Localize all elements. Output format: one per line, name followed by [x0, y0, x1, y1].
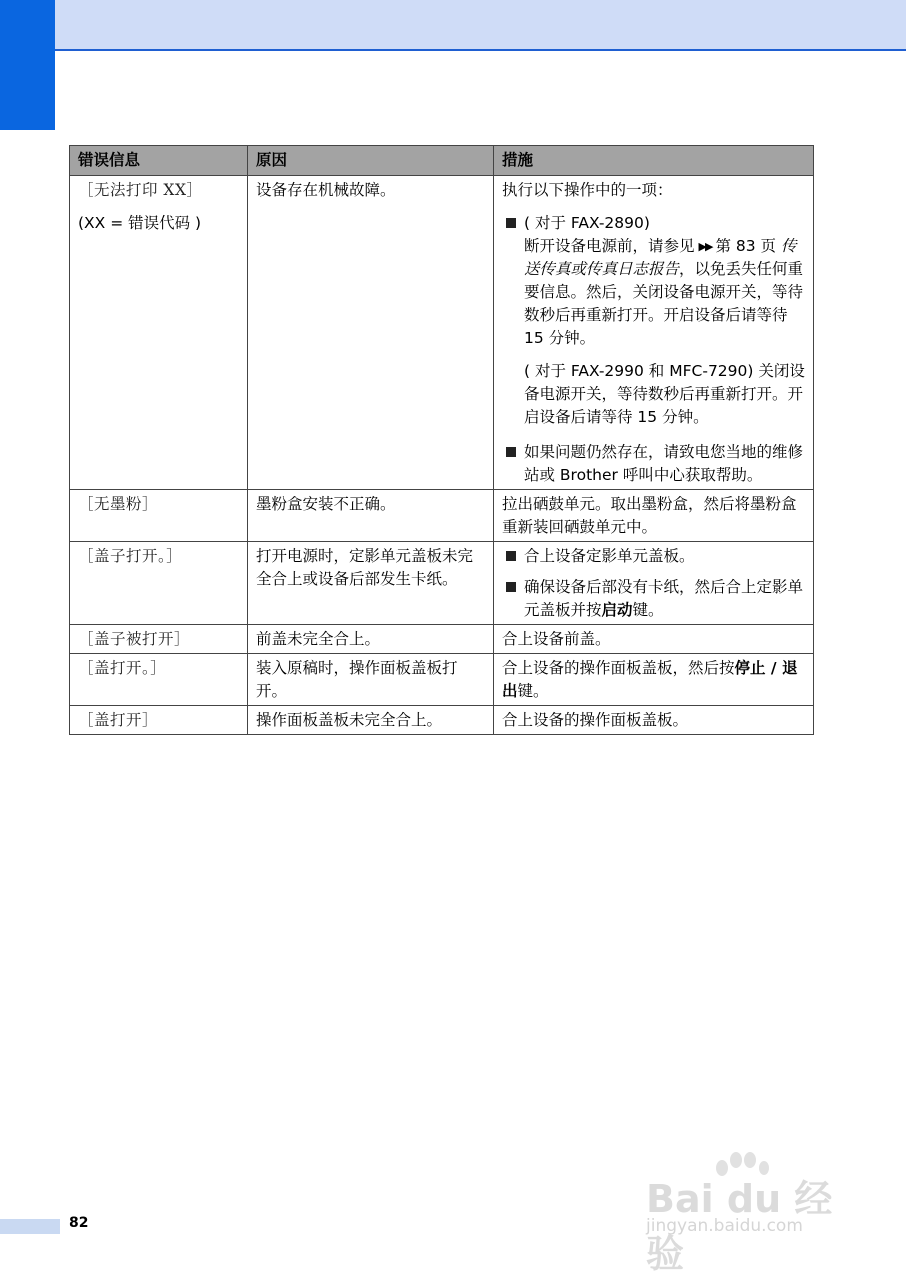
- bullet-item: [502, 441, 805, 487]
- watermark-brand: Bai du 经验: [646, 1177, 833, 1276]
- bullet-item: [502, 576, 805, 622]
- bullet-text-pre: 断开设备电源前，请参见: [524, 237, 695, 255]
- cell-cause: 打开电源时，定影单元盖板未完全合上或设备后部发生卡纸。: [248, 542, 494, 625]
- page-number: 82: [69, 1215, 89, 1231]
- cell-message: [70, 706, 248, 735]
- error-message: ［盖打开］: [78, 711, 159, 729]
- bullet-square-icon: [506, 551, 516, 561]
- baidu-watermark: [640, 1150, 860, 1276]
- header-cause: 原因: [248, 146, 494, 176]
- bullet-square-icon: [506, 218, 516, 228]
- error-message: ［盖打开。］: [78, 659, 167, 677]
- action-intro: 执行以下操作中的一项：: [502, 181, 673, 199]
- table-row: [70, 176, 814, 490]
- bullet-text: 合上设备定影单元盖板。: [524, 547, 695, 565]
- bullet-square-icon: [506, 582, 516, 592]
- bullet-text: [524, 576, 805, 622]
- header-band: [0, 0, 906, 51]
- bullet-para-2: ( 对于 FAX-2990 和 MFC-7290) 关闭设备电源开关，等待数秒后再重新打开。开启设备后请等待 15 分钟。: [524, 362, 805, 426]
- cell-cause: 墨粉盒安装不正确。: [248, 490, 494, 542]
- start-key-label: 启动: [601, 601, 633, 619]
- table-row: [70, 654, 814, 706]
- error-message: ［盖子打开。］: [78, 547, 183, 565]
- header-error-message: 错误信息: [70, 146, 248, 176]
- cell-cause: 前盖未完全合上。: [248, 625, 494, 654]
- action-text-post: 键。: [517, 682, 549, 700]
- cell-action: 合上设备的操作面板盖板。: [494, 706, 814, 735]
- chapter-tab: [0, 0, 55, 130]
- cell-cause: 操作面板盖板未完全合上。: [248, 706, 494, 735]
- cell-cause: 装入原稿时，操作面板盖板打开。: [248, 654, 494, 706]
- bullet-text-pre: 确保设备后部没有卡纸，然后合上定影单元盖板并按: [524, 578, 804, 619]
- bullet-text-post: 键。: [632, 601, 664, 619]
- bullet-item: [502, 545, 805, 568]
- error-message-table: [69, 145, 814, 735]
- table-row: [70, 625, 814, 654]
- cell-action: [494, 176, 814, 490]
- error-message: ［无墨粉］: [78, 495, 159, 513]
- error-message: ［无法打印 XX］: [78, 181, 203, 199]
- double-arrow-icon: ▶▶: [698, 240, 712, 253]
- cell-action: 拉出硒鼓单元。取出墨粉盒，然后将墨粉盒重新装回硒鼓单元中。: [494, 490, 814, 542]
- cell-message: [70, 654, 248, 706]
- reference-link: 传送传真或传真日志报告: [524, 237, 797, 278]
- page-number-bar: [0, 1219, 60, 1234]
- cell-message: [70, 490, 248, 542]
- table-row: [70, 542, 814, 625]
- table-row: [70, 706, 814, 735]
- cell-action: [494, 654, 814, 706]
- cell-message: [70, 625, 248, 654]
- error-code-note: (XX = 错误代码 ): [78, 214, 202, 232]
- stop-exit-key-label: 停止 / 退出: [502, 659, 798, 700]
- bullet-text: 如果问题仍然存在，请致电您当地的维修站或 Brother 呼叫中心获取帮助。: [524, 443, 804, 484]
- table-header-row: [70, 146, 814, 176]
- watermark-url: jingyan.baidu.com: [646, 1216, 803, 1236]
- page-reference: 第 83 页: [715, 237, 777, 255]
- cell-action: 合上设备前盖。: [494, 625, 814, 654]
- cell-message: [70, 176, 248, 490]
- header-action: 措施: [494, 146, 814, 176]
- cell-action: [494, 542, 814, 625]
- action-text-pre: 合上设备的操作面板盖板，然后按: [502, 659, 735, 677]
- bullet-item: [502, 212, 805, 429]
- cell-cause: 设备存在机械故障。: [248, 176, 494, 490]
- table-row: [70, 490, 814, 542]
- error-message: ［盖子被打开］: [78, 630, 191, 648]
- bullet-text-post: ，以免丢失任何重要信息。然后，关闭设备电源开关，等待数秒后再重新打开。开启设备后请等待 15 分钟。: [524, 260, 804, 347]
- cell-message: [70, 542, 248, 625]
- bullet-text: [524, 235, 805, 350]
- bullet-square-icon: [506, 447, 516, 457]
- bullet-model-label: ( 对于 FAX-2890): [524, 214, 650, 232]
